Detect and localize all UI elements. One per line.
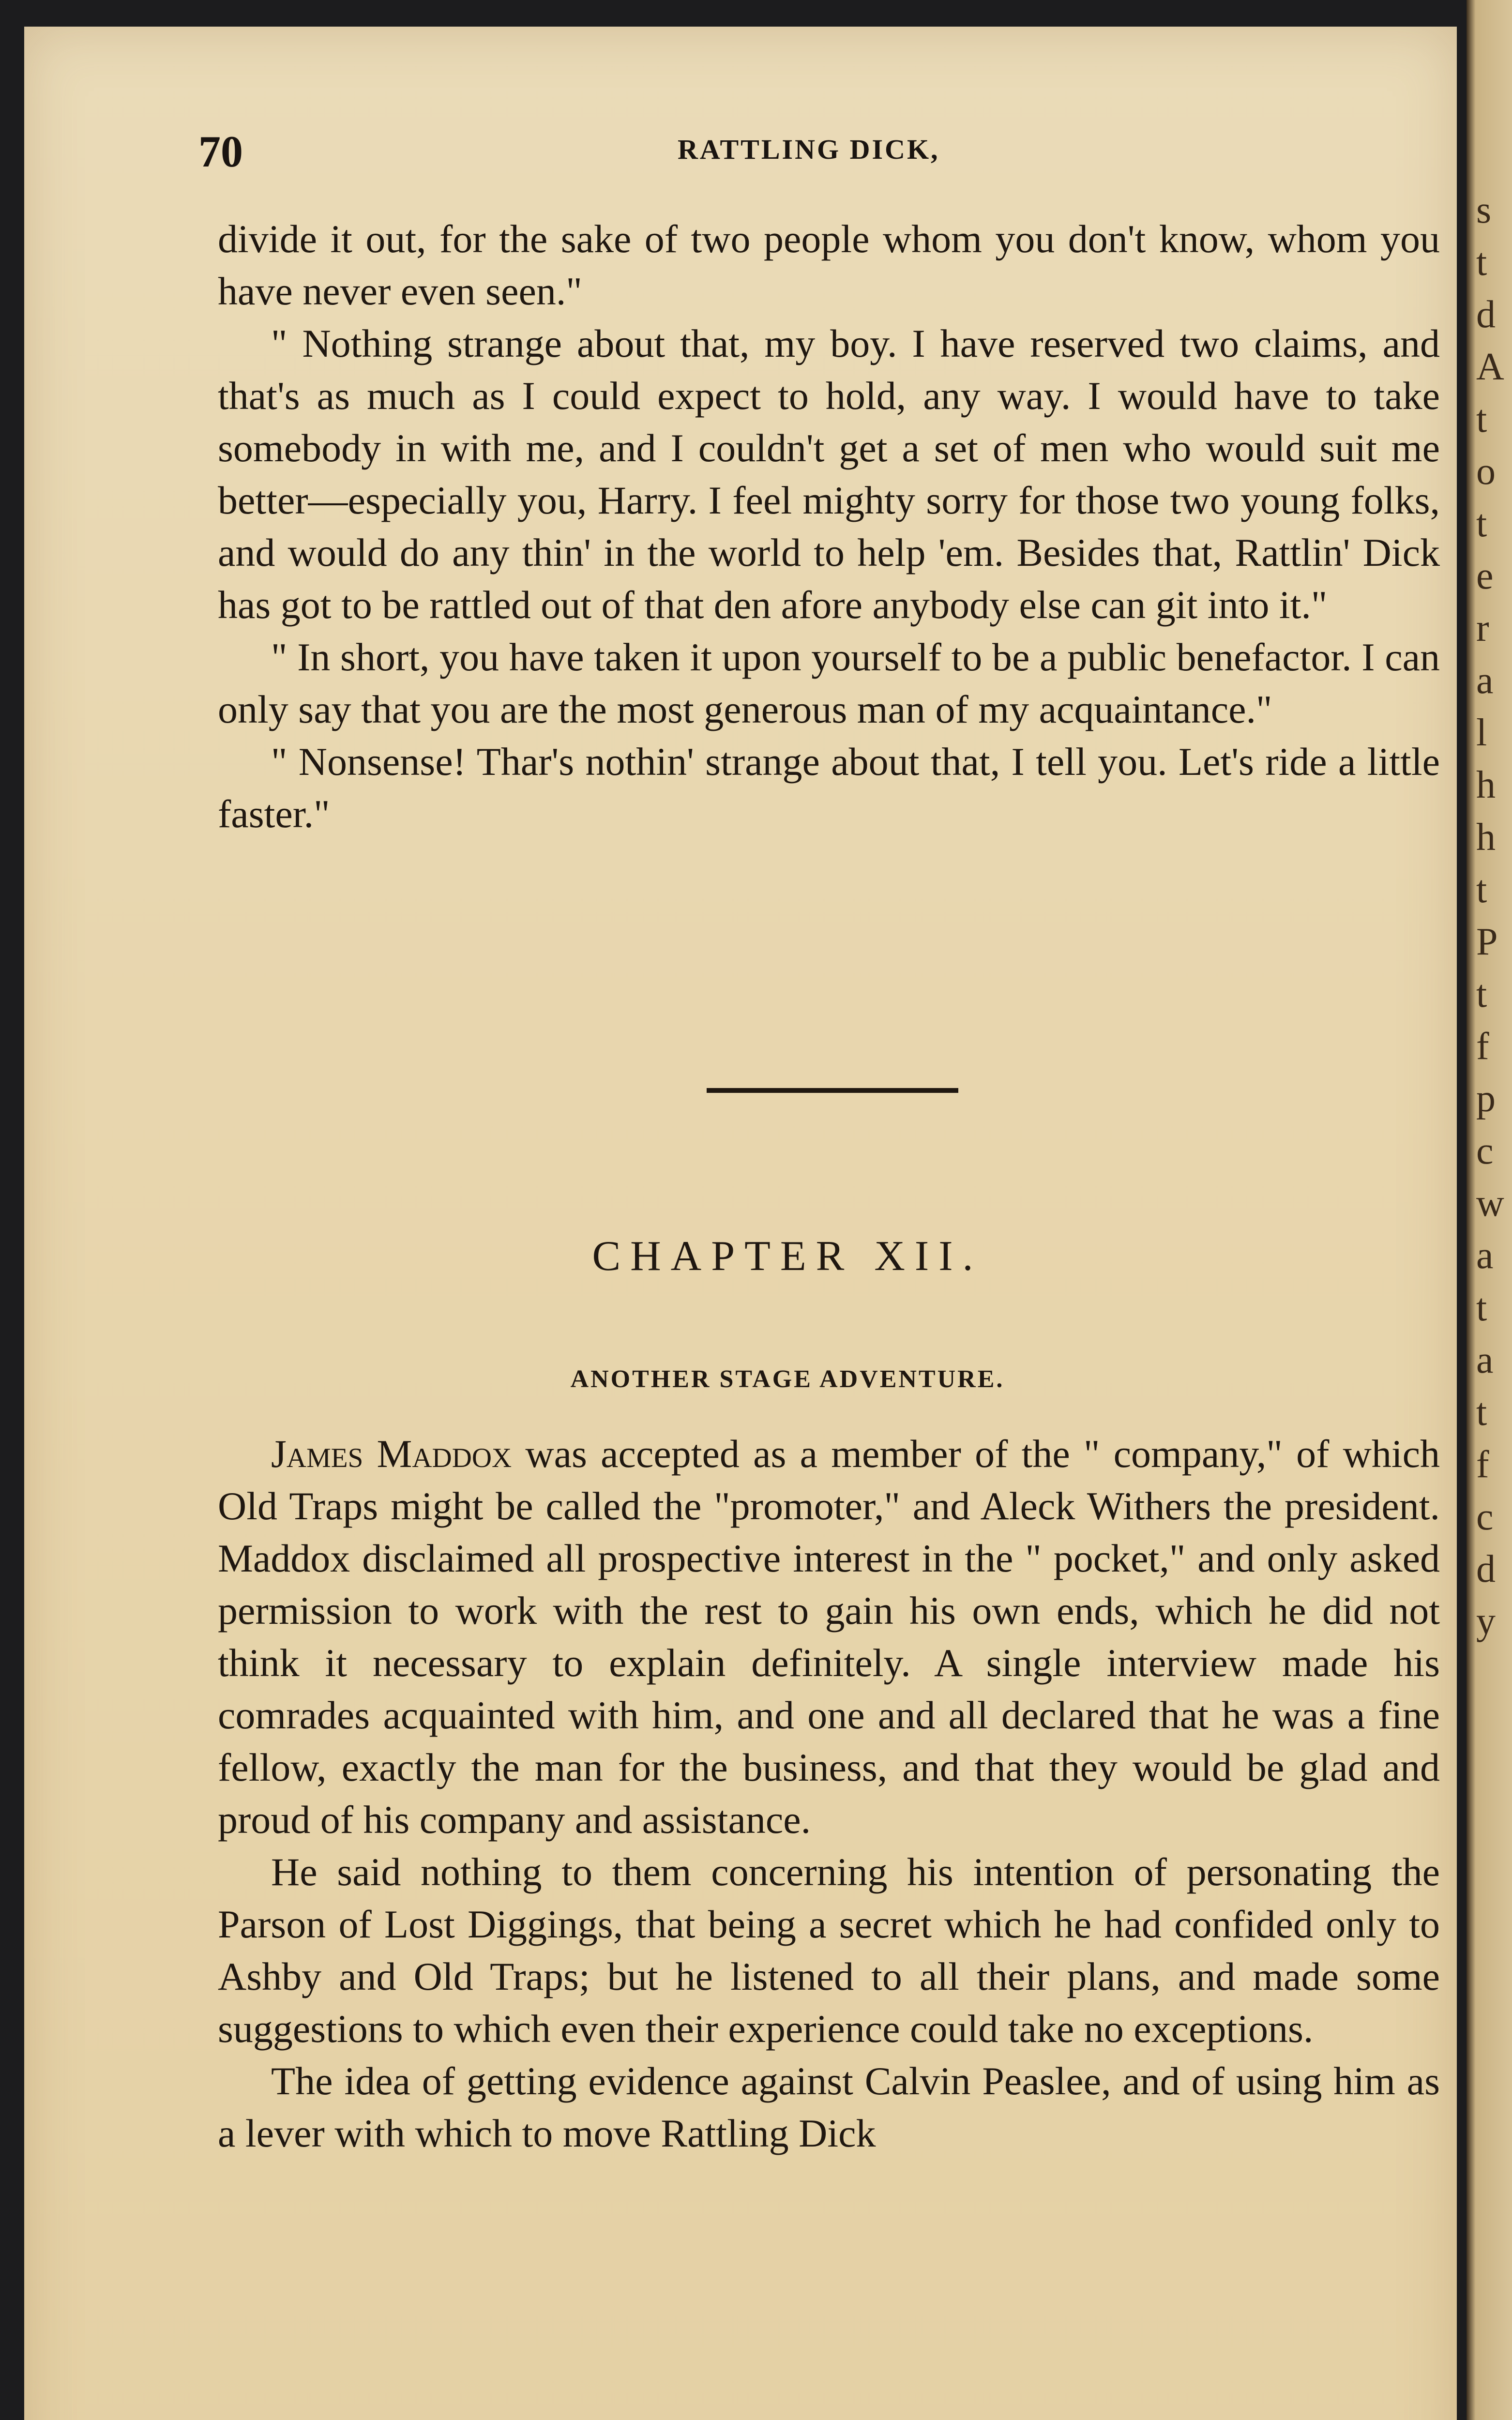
paragraph: The idea of getting evidence against Calvin Peaslee, and of using him as a lever with which to move Rattling Dick: [218, 2059, 1440, 2155]
adjacent-page-letter: t: [1476, 1286, 1487, 1329]
running-title: RATTLING DICK,: [678, 134, 940, 165]
paragraph: " Nothing strange about that, my boy. I have reserved two claims, and that's as much as I could expect to hold, any way. I would have to take somebody in with me, and I couldn't get a set of men who would suit me better—especially you, Harry. I feel mighty sorry for those two young folks, and would do any thin' in the world to help 'em. Besides that, Rattlin' Dick has got to be rattled out of that den afore anybody else can git into it.": [218, 321, 1440, 627]
paragraph: [218, 1428, 1440, 1846]
adjacent-page-letter: P: [1476, 921, 1498, 963]
adjacent-page-letter: r: [1476, 607, 1489, 650]
adjacent-page-letter: t: [1476, 973, 1487, 1015]
adjacent-page-letter: t: [1476, 1391, 1487, 1434]
adjacent-page-letter: e: [1476, 555, 1494, 597]
paragraph: " Nonsense! Thar's nothin' strange about that, I tell you. Let's ride a little faster.": [218, 740, 1440, 836]
adjacent-page-letter: d: [1476, 293, 1496, 336]
adjacent-page-letter: a: [1476, 1234, 1494, 1277]
adjacent-page-letter: t: [1476, 868, 1487, 911]
adjacent-page-letter: h: [1476, 764, 1496, 806]
chapter-subtitle: ANOTHER STAGE ADVENTURE.: [570, 1365, 1005, 1393]
adjacent-page-letter: A: [1476, 346, 1504, 388]
adjacent-page-letter: h: [1476, 816, 1496, 859]
adjacent-page-letter: w: [1476, 1182, 1504, 1225]
adjacent-page-letter: l: [1476, 711, 1487, 754]
body-text-top: [218, 213, 1440, 840]
adjacent-page-letter: f: [1476, 1443, 1489, 1486]
adjacent-page-letter: t: [1476, 398, 1487, 440]
paragraph-text: was accepted as a member of the " company," of which Old Traps might be called the "promoter," and Aleck Withers the president. Maddox disclaimed all prospective interest in the " pocket," and only asked permission to work with the rest to gain his own ends, which he did not think it necessary to explain definitely. A single interview made his comrades acquainted with him, and one and all declared that he was a fine fellow, exactly the man for the business, and that they would be glad and proud of his company and assistance.: [218, 1432, 1440, 1842]
page-number: 70: [198, 127, 243, 176]
adjacent-page-letter: t: [1476, 241, 1487, 284]
adjacent-page-letter: t: [1476, 502, 1487, 545]
paragraph: " In short, you have taken it upon yourself to be a public benefactor. I can only say that you are the most generous man of my acquaintance.": [218, 635, 1440, 731]
body-text-bottom: [218, 1428, 1440, 2160]
adjacent-page-letter: p: [1476, 1077, 1496, 1120]
adjacent-page-letter: a: [1476, 659, 1494, 702]
paragraph: He said nothing to them concerning his intention of personating the Parson of Lost Diggings, that being a secret which he had confided only to Ashby and Old Traps; but he listened to all their plans, and made some suggestions to which even their experience could take no exceptions.: [218, 1850, 1440, 2051]
adjacent-page-letter: c: [1476, 1496, 1494, 1538]
adjacent-page-letter: a: [1476, 1339, 1494, 1381]
adjacent-page-letter: f: [1476, 1025, 1489, 1068]
adjacent-page-letter: o: [1476, 450, 1496, 493]
adjacent-page-letters: [1476, 184, 1505, 1648]
adjacent-page-letter: s: [1476, 189, 1492, 231]
section-divider: [707, 1088, 958, 1093]
paragraph: divide it out, for the sake of two people whom you don't know, whom you have never even seen.": [218, 217, 1440, 313]
adjacent-page-letter: c: [1476, 1130, 1494, 1172]
lead-name: James Maddox: [271, 1432, 512, 1476]
adjacent-page-letter: y: [1476, 1600, 1496, 1643]
adjacent-page-letter: d: [1476, 1548, 1496, 1590]
chapter-title: CHAPTER XII.: [592, 1233, 983, 1280]
